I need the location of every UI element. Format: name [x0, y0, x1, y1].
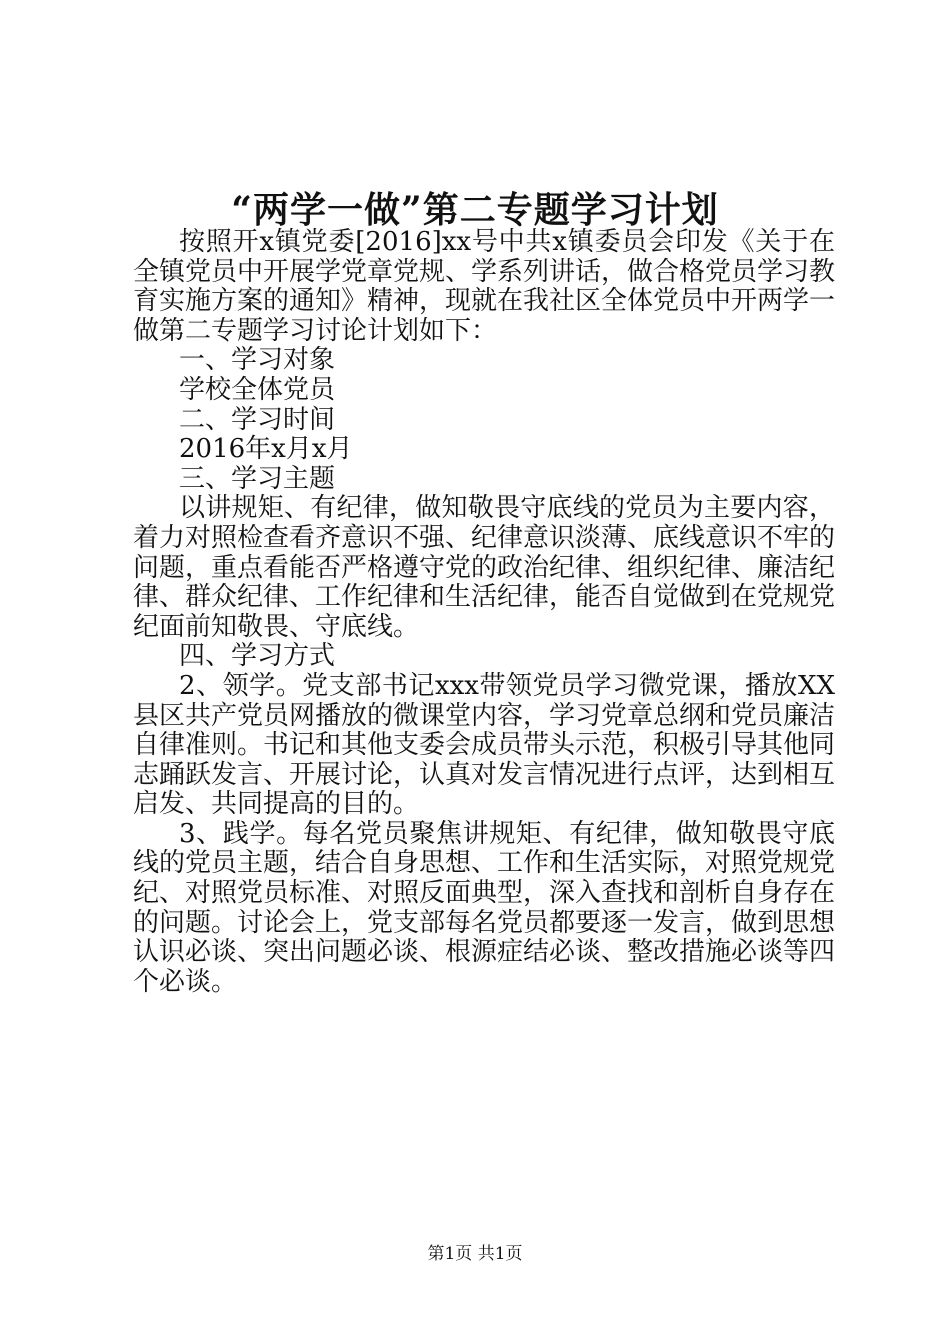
page-footer: 第1页 共1页: [427, 1244, 523, 1264]
section-heading-study-method: 四、学习方式: [179, 641, 336, 672]
study-theme-paragraph: 以讲规矩、有纪律，做知敬畏守底线的党员为主要内容，着力对照检查看齐意识不强、纪律意识淡薄、底线意识不牢的问题，重点看能否严格遵守党的政治纪律、组织纪律、廉洁纪律、群众纪律、工作纪律和生活纪律，能否自觉做到在党规党纪面前知敬畏、守底线。: [133, 493, 836, 642]
section-heading-study-target: 一、学习对象: [179, 345, 336, 376]
document-title: “两学一做”第二专题学习计划: [231, 189, 719, 231]
document-body: [133, 228, 835, 997]
study-time-text: 2016年x月x月: [179, 434, 353, 465]
study-method-paragraph-lead: 2、领学。党支部书记xxx带领党员学习微党课，播放XX县区共产党员网播放的微课堂内容，学习党章总纲和党员廉洁自律准则。书记和其他支委会成员带头示范，积极引导其他同志踊跃发言、开展讨论，认真对发言情况进行点评，达到相互启发、共同提高的目的。: [133, 670, 836, 820]
study-target-text: 学校全体党员: [179, 374, 336, 405]
section-heading-study-theme: 三、学习主题: [179, 463, 336, 494]
section-heading-study-time: 二、学习时间: [179, 404, 336, 435]
intro-paragraph: 按照开x镇党委[2016]xx号中共x镇委员会印发《关于在全镇党员中开展学党章党规、学系列讲话，做合格党员学习教育实施方案的通知》精神，现就在我社区全体党员中开两学一做第二专题学习讨论计划如下：: [133, 227, 836, 346]
study-method-paragraph-practice: 3、践学。每名党员聚焦讲规矩、有纪律，做知敬畏守底线的党员主题，结合自身思想、工作和生活实际，对照党规党纪、对照党员标准、对照反面典型，深入查找和剖析自身存在的问题。讨论会上，党支部每名党员都要逐一发言，做到思想认识必谈、突出问题必谈、根源症结必谈、整改措施必谈等四个必谈。: [133, 818, 836, 997]
